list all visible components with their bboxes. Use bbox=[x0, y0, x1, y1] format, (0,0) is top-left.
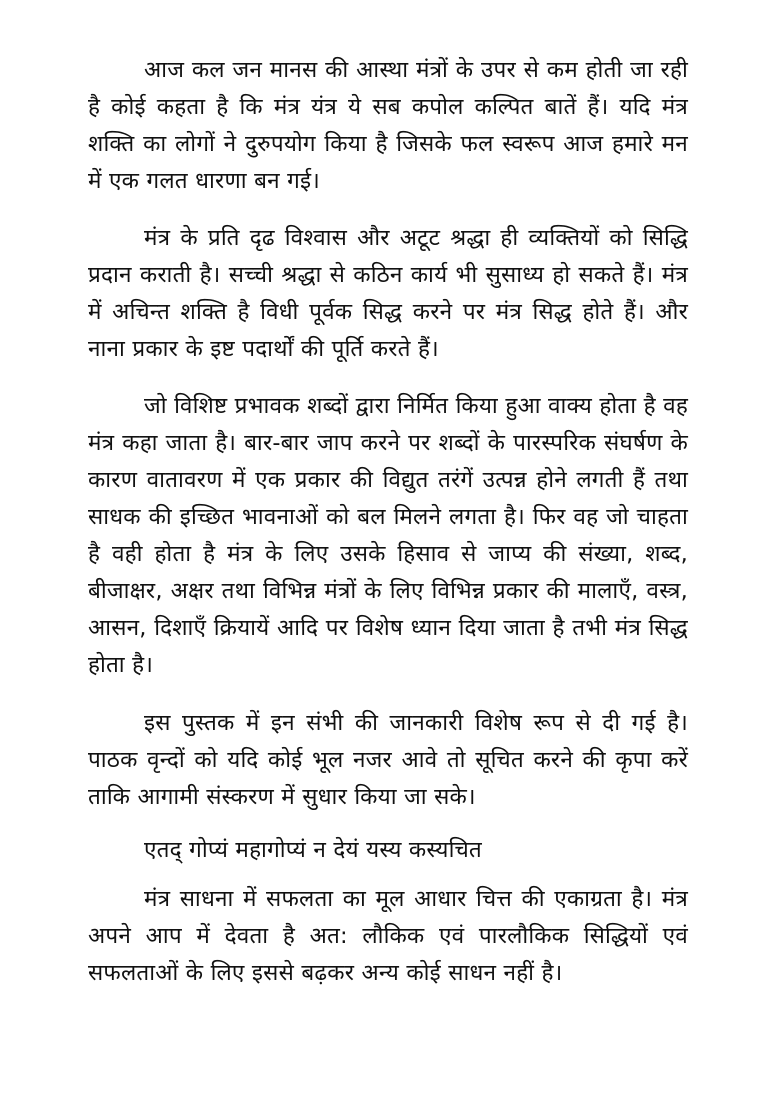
paragraph-faith-and-siddhi: मंत्र के प्रति दृढ विश्वास और अटूट श्रद्धा ही व्यक्तियों को सिद्धि प्रदान कराती है। सच्ची श्रद्धा से कठिन कार्य भी सुसाध्य हो सकते हैं। मंत्र में अचिन्त शक्ति है विधी पूर्वक सिद्ध करने पर मंत्र सिद्ध होते हैं। और नाना प्रकार के इष्ट पदार्थों की पूर्ति करते हैं। bbox=[88, 225, 688, 362]
paragraph-mantra-definition: जो विशिष्ट प्रभावक शब्दों द्वारा निर्मित किया हुआ वाक्य होता है वह मंत्र कहा जाता है। बार-बार जाप करने पर शब्दों के पारस्परिक संघर्षण के कारण वातावरण में एक प्रकार की विद्युत तरंगें उत्पन्न होने लगती हैं तथा साधक की इच्छित भावनाओं को बल मिलने लगता है। फिर वह जो चाहता है वही होता है मंत्र के लिए उसके हिसाव से जाप्य की संख्या, शब्द, बीजाक्षर, अक्षर तथा विभिन्न मंत्रों के लिए विभिन्न प्रकार की मालाएँ, वस्त्र, आसन, दिशाएँ क्रियायें आदि पर विशेष ध्यान दिया जाता है तभी मंत्र सिद्ध होता है। bbox=[88, 393, 688, 678]
sanskrit-verse-line: एतद् गोप्यं महागोप्यं न देयं यस्य कस्यचित bbox=[144, 837, 482, 863]
paragraph-mantra-faith-decline: आज कल जन मानस की आस्था मंत्रों के उपर से कम होती जा रही है कोई कहता है कि मंत्र यंत्र ये सब कपोल कल्पित बातें हैं। यदि मंत्र शक्ति का लोगों ने दुरुपयोग किया है जिसके फल स्वरूप आज हमारे मन में एक गलत धारणा बन गई। bbox=[88, 57, 688, 194]
paragraph-concentration: मंत्र साधना में सफलता का मूल आधार चित्त की एकाग्रता है। मंत्र अपने आप में देवता है अत: लौकिक एवं पारलौकिक सिद्धियों एवं सफलताओं के लिए इससे बढ़कर अन्य कोई साधन नहीं है। bbox=[88, 886, 688, 986]
document-page bbox=[88, 52, 688, 992]
paragraph-book-purpose: इस पुस्तक में इन संभी की जानकारी विशेष रूप से दी गई है। पाठक वृन्दों को यदि कोई भूल नजर आवे तो सूचित करने की कृपा करें ताकि आगामी संस्करण में सुधार किया जा सके। bbox=[88, 710, 688, 810]
